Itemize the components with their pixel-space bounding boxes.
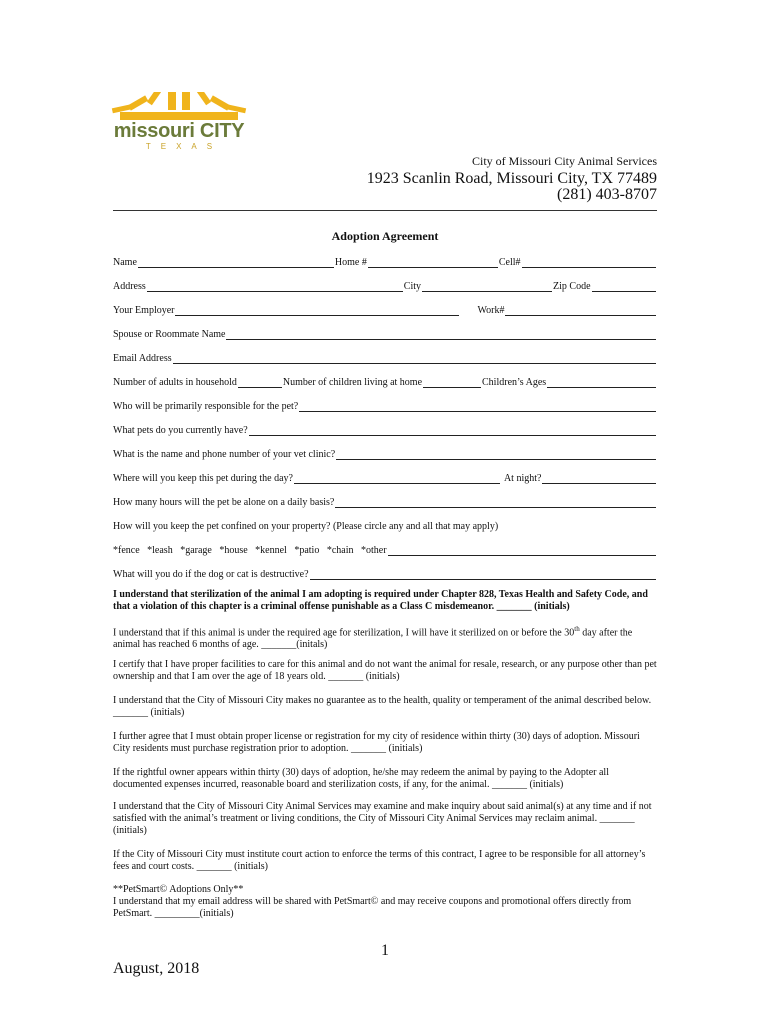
children-label: Number of children living at home (282, 377, 423, 388)
vet-row (113, 446, 657, 460)
registration-clause: I further agree that I must obtain proper license or registration for my city of residence within thirty (30) days of adoption. Missouri City residents must purchase registration prior to adoption. _______ (initials) (113, 731, 640, 754)
confine-options[interactable]: *fence *leash *garage *house *kennel *patio *chain *other (113, 545, 387, 556)
page-title: Adoption Agreement (331, 229, 439, 243)
name-label: Name (113, 257, 137, 268)
home-phone-field[interactable] (368, 257, 498, 268)
sterilization-age-text-a: I understand that if this animal is under the required age for sterilization, I will have it sterilized on or before the 30 (113, 627, 575, 639)
responsible-label: Who will be primarily responsible for the pet? (113, 401, 299, 412)
day-night-row (113, 470, 657, 484)
name-field[interactable] (138, 257, 334, 268)
facilities-clause: I certify that I have proper facilities to care for this animal and do not want the animal for resale, research, or any purpose other than pet ownership and that I am over the age of 18 years old. _______ (initials) (113, 659, 657, 682)
children-field[interactable] (423, 377, 481, 388)
pets-field[interactable] (249, 425, 656, 436)
destructive-label: What will you do if the dog or cat is destructive? (113, 569, 309, 580)
confine-options-row (113, 542, 657, 556)
no-guarantee-clause: I understand that the City of Missouri City makes no guarantee as to the health, quality or temperament of the animal described below. _______ (initials) (113, 695, 652, 718)
home-label: Home # (334, 257, 367, 268)
reclaim-clause: I understand that the City of Missouri City Animal Services may examine and make inquiry about said animal(s) at any time and if not satisfied with the animal’s treatment or living conditions, the City of Missouri City Animal Services may reclaim animal. _______ (initials) (113, 801, 652, 836)
page-number: 1 (381, 942, 389, 959)
night-label: At night? (503, 473, 542, 484)
document-date: August, 2018 (113, 960, 200, 977)
employer-row (113, 302, 657, 316)
org-name: City of Missouri City Animal Services (472, 154, 657, 168)
petsmart-heading: **PetSmart© Adoptions Only** (113, 884, 244, 895)
work-label: Work# (477, 305, 505, 316)
sterilization-clause: I understand that sterilization of the animal I am adopting is required under Chapter 828, Texas Health and Safety Code, and that a violation of this chapter is a criminal offense punishable as a Class C misdemeanor. _______ (initials) (113, 589, 648, 612)
hours-field[interactable] (335, 497, 656, 508)
address-field[interactable] (147, 281, 403, 292)
other-field[interactable] (388, 545, 656, 556)
vet-field[interactable] (336, 449, 656, 460)
email-row (113, 350, 657, 364)
sunburst-icon (110, 92, 248, 122)
name-row (113, 254, 657, 268)
court-costs-clause: If the City of Missouri City must institute court action to enforce the terms of this contract, I agree to be responsible for all attorney’s fees and court costs. _______ (initials) (113, 849, 646, 872)
confine-row (113, 518, 657, 532)
email-field[interactable] (173, 353, 656, 364)
day-label: Where will you keep this pet during the day? (113, 473, 293, 484)
logo-subtitle: TEXAS (145, 142, 223, 151)
org-address: 1923 Scanlin Road, Missouri City, TX 77489 (366, 170, 657, 187)
spouse-label: Spouse or Roommate Name (113, 329, 226, 340)
zip-label: Zip Code (553, 281, 591, 292)
org-phone: (281) 403-8707 (557, 186, 657, 203)
spouse-field[interactable] (226, 329, 656, 340)
zip-field[interactable] (592, 281, 656, 292)
address-row (113, 278, 657, 292)
employer-label: Your Employer (113, 305, 175, 316)
sterilization-age-clause (113, 623, 659, 651)
petsmart-clause: I understand that my email address will be shared with PetSmart© and may receive coupons and promotional offers directly from PetSmart. _________(initials) (113, 896, 632, 919)
day-location-field[interactable] (294, 473, 500, 484)
work-phone-field[interactable] (505, 305, 656, 316)
adults-field[interactable] (238, 377, 282, 388)
pets-label: What pets do you currently have? (113, 425, 248, 436)
adults-label: Number of adults in household (113, 377, 237, 388)
childrens-ages-field[interactable] (547, 377, 656, 388)
destructive-row (113, 566, 657, 580)
logo-wordmark: missouri CITY (113, 120, 245, 142)
employer-field[interactable] (175, 305, 459, 316)
ordinal-suffix: th (574, 625, 580, 633)
address-label: Address (113, 281, 146, 292)
cell-label: Cell# (498, 257, 521, 268)
city-label: City (403, 281, 422, 292)
header-divider (113, 210, 657, 211)
confine-label: How will you keep the pet confined on your property? (Please circle any and all that may apply) (113, 521, 499, 532)
email-label: Email Address (113, 353, 172, 364)
destructive-field[interactable] (310, 569, 656, 580)
pets-row (113, 422, 657, 436)
sterilization-age-text-b: day after the animal has reached 6 months of age. _______(initals) (113, 627, 633, 651)
spouse-row (113, 326, 657, 340)
city-field[interactable] (422, 281, 552, 292)
responsible-row (113, 398, 657, 412)
rightful-owner-clause: If the rightful owner appears within thirty (30) days of adoption, he/she may redeem the animal by paying to the Adopter all documented expenses incurred, reasonable board and sterilization costs, if any, for the animal. _______ (initials) (113, 767, 609, 790)
household-row (113, 374, 657, 388)
cell-phone-field[interactable] (522, 257, 656, 268)
hours-label: How many hours will the pet be alone on a daily basis? (113, 497, 335, 508)
responsible-field[interactable] (299, 401, 656, 412)
missouri-city-logo (110, 92, 248, 154)
hours-row (113, 494, 657, 508)
night-location-field[interactable] (542, 473, 656, 484)
vet-label: What is the name and phone number of your vet clinic? (113, 449, 336, 460)
childrens-ages-label: Children’s Ages (482, 377, 547, 388)
